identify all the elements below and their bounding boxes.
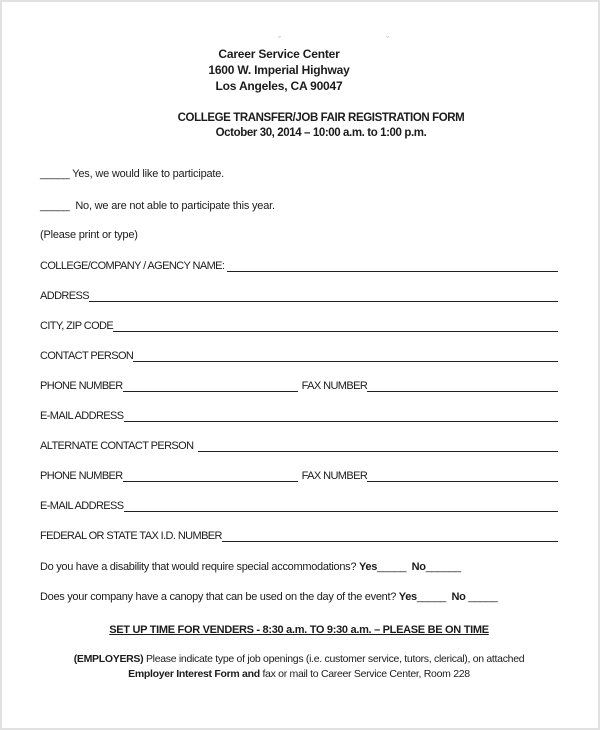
college-name-blank [227,259,558,272]
disability-question-text: Do you have a disability that would require special accommodations? [40,561,357,573]
participate-no-blank: _____ [40,200,70,212]
participate-yes-text: Yes, we would like to participate. [72,168,225,180]
canopy-no-blank: _____ [465,591,498,603]
address-label: ADDRESS [40,290,89,302]
city-zip-blank [113,319,558,332]
form-title-block [62,111,580,141]
email-2-label: E-MAIL ADDRESS [40,500,124,512]
letterhead-city: Los Angeles, CA 90047 [215,79,343,93]
setup-time-notice [40,623,558,637]
canopy-question-text: Does your company have a canopy that can be used on the day of the event? [40,591,397,603]
disability-no-label: No [411,561,426,573]
city-zip-label: CITY, ZIP CODE [40,320,114,332]
email-blank [124,409,559,422]
fax-label: FAX NUMBER [301,380,368,392]
college-name-label: COLLEGE/COMPANY / AGENCY NAME: [40,260,227,272]
participate-no-line [40,199,558,213]
canopy-yes-label: Yes [398,591,417,603]
clipped-text-fragment: ˇ [278,35,281,45]
email-2-blank [124,499,559,512]
alternate-contact-blank [198,439,558,452]
phone-label: PHONE NUMBER [40,380,123,392]
canopy-question [40,590,558,604]
tax-id-label: FEDERAL OR STATE TAX I.D. NUMBER [40,530,222,542]
employer-note-text-1: Please indicate type of job openings (i.e. customer service, tutors, clerical), on attached [145,653,525,665]
disability-question [40,560,558,574]
field-row-phone-fax-1 [40,379,558,394]
field-row-contact-person [40,349,558,364]
field-row-email-1 [40,409,558,424]
address-blank [89,289,558,302]
print-or-type-note: (Please print or type) [40,229,138,241]
canopy-no-label: No [451,591,466,603]
fax-2-label: FAX NUMBER [301,470,368,482]
fax-blank [367,379,558,392]
employer-interest-form-bold: Employer Interest Form and [128,668,260,680]
field-row-phone-fax-2 [40,469,558,484]
field-row-email-2 [40,499,558,514]
disability-yes-blank: _____ [377,561,407,573]
clipped-text-fragment: ˇ [386,35,389,45]
alternate-contact-label: ALTERNATE CONTACT PERSON [40,440,194,452]
fax-2-blank [367,469,558,482]
disability-no-blank: ______ [425,561,461,573]
form-datetime: October 30, 2014 – 10:00 a.m. to 1:00 p.m. [215,127,427,139]
letterhead-street: 1600 W. Imperial Highway [208,63,350,77]
phone-2-blank [123,469,298,482]
field-row-alternate-contact [40,439,558,454]
disability-yes-label: Yes [358,561,378,573]
phone-2-label: PHONE NUMBER [40,470,123,482]
field-row-tax-id [40,529,558,544]
participate-yes-blank: _____ [40,168,70,180]
participate-no-text: No, we are not able to participate this year. [75,200,275,212]
participate-yes-line [40,167,558,181]
employer-note-line-1 [40,652,558,667]
contact-person-label: CONTACT PERSON [40,350,134,362]
tax-id-blank [222,529,558,542]
field-row-college-name [40,259,558,274]
setup-time-notice-text: SET UP TIME FOR VENDERS - 8:30 a.m. TO 9:30 a.m. – PLEASE BE ON TIME [109,624,489,636]
email-label: E-MAIL ADDRESS [40,410,124,422]
form-title: COLLEGE TRANSFER/JOB FAIR REGISTRATION FORM [177,112,465,124]
field-row-address [40,289,558,304]
letterhead-department: Career Service Center [218,47,340,61]
contact-person-blank [133,349,558,362]
employers-bold: (EMPLOYERS) [73,653,144,665]
field-row-city-zip [40,319,558,334]
employer-note-text-2: fax or mail to Career Service Center, Room 228 [262,668,470,680]
canopy-yes-blank: _____ [416,591,446,603]
letterhead [20,46,538,94]
phone-blank [123,379,298,392]
employer-note-line-2 [40,667,558,682]
